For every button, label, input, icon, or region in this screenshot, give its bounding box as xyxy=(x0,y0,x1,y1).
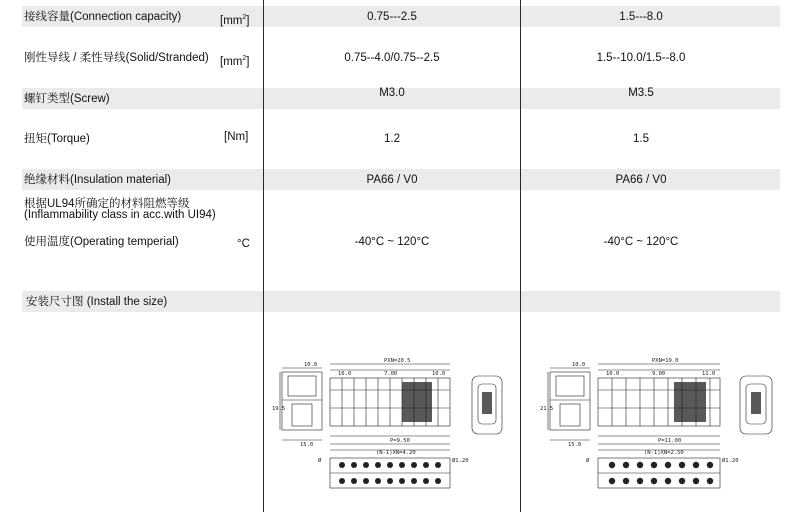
unit-mm2: $[mm^2]$ xyxy=(220,55,250,68)
dim-p: P=11.00 xyxy=(658,438,682,444)
row-label-flammability-en: (Inflammability class in acc.with UI94) xyxy=(24,209,216,221)
value-screw-1: M3.0 xyxy=(379,87,405,99)
unit-mm2: $[mm^2]$ xyxy=(220,14,250,27)
dim-p: P=9.50 xyxy=(390,438,410,444)
dim-height: 21.5 xyxy=(540,406,554,412)
value-insulation-2: PA66 / V0 xyxy=(615,174,667,186)
dim-pxn: PXN=20.5 xyxy=(384,358,411,364)
value-torque-1: 1.2 xyxy=(384,133,400,145)
row-label-insulation: 绝缘材料(Insulation material) xyxy=(24,174,171,186)
value-torque-2: 1.5 xyxy=(633,133,649,145)
dim-phi: Ø xyxy=(586,458,590,464)
column-divider xyxy=(263,0,264,512)
value-screw-2: M3.5 xyxy=(628,87,654,99)
dim-phi: Ø xyxy=(318,458,322,464)
dim-hole: Ø1.20 xyxy=(722,458,739,464)
row-label-torque: 扭矩(Torque) xyxy=(24,133,90,145)
value-connection-capacity-2: 1.5---8.0 xyxy=(619,11,663,23)
dim-pn: (N-1)XN=2.50 xyxy=(644,450,684,456)
row-label-temperature: 使用温度(Operating temperial) xyxy=(24,236,179,248)
dim-pitch: 9.00 xyxy=(652,371,666,377)
dim-hole: Ø1.20 xyxy=(452,458,469,464)
value-insulation-1: PA66 / V0 xyxy=(366,174,418,186)
install-drawing-2 xyxy=(540,350,780,495)
row-label-flammability: 根据UL94所确定的材料阻燃等级 xyxy=(24,198,190,210)
dim-w1: 10.0 xyxy=(304,362,318,368)
dim-pxn: PXN=19.0 xyxy=(652,358,679,364)
value-solid-stranded-2: 1.5--10.0/1.5--8.0 xyxy=(596,52,686,64)
dim-p2: 11.0 xyxy=(702,371,716,377)
unit-celsius: °C xyxy=(237,238,250,250)
dim-height: 19.5 xyxy=(272,406,286,412)
column-divider xyxy=(520,0,521,512)
dim-p1: 10.0 xyxy=(606,371,620,377)
unit-nm: [Nm] xyxy=(224,131,249,143)
dim-p2: 10.0 xyxy=(432,371,446,377)
dim-pn: (N-1)XN=4.20 xyxy=(376,450,416,456)
dim-w2: 15.0 xyxy=(568,442,582,448)
row-label-screw: 螺钉类型(Screw) xyxy=(24,93,110,105)
dim-p1: 10.0 xyxy=(338,371,352,377)
dim-pitch: 7.00 xyxy=(384,371,398,377)
install-size-label: 安装尺寸图 (Install the size) xyxy=(26,296,168,308)
value-solid-stranded-1: 0.75--4.0/0.75--2.5 xyxy=(344,52,440,64)
row-label-connection-capacity: 接线容量(Connection capacity) xyxy=(24,11,182,23)
dim-w2: 15.0 xyxy=(300,442,314,448)
install-drawing-1 xyxy=(272,350,512,495)
dim-w1: 10.0 xyxy=(572,362,586,368)
row-label-solid-stranded: 刚性导线 / 柔性导线(Solid/Stranded) xyxy=(24,52,209,64)
value-temperature-2: -40°C ~ 120°C xyxy=(603,236,679,248)
value-temperature-1: -40°C ~ 120°C xyxy=(354,236,430,248)
value-connection-capacity-1: 0.75---2.5 xyxy=(367,11,417,23)
